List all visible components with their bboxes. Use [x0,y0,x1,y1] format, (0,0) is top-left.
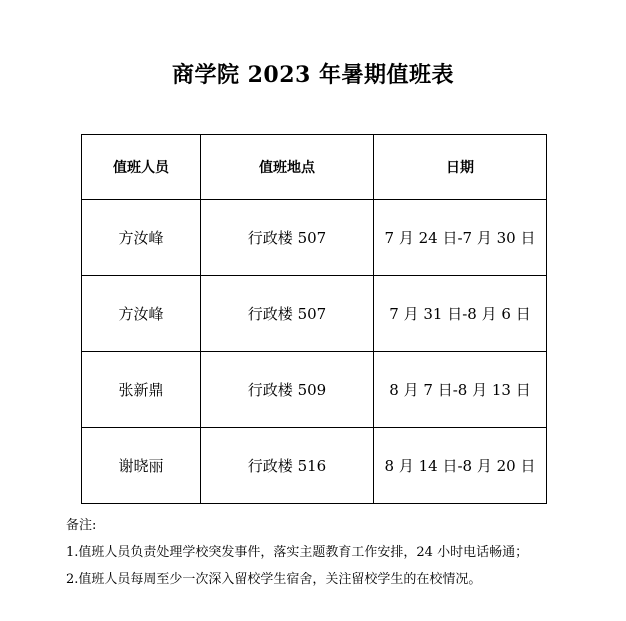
table-row [82,428,547,504]
cell-date: 7 月 24 日-7 月 30 日 [374,200,547,276]
header-location: 值班地点 [201,135,374,200]
cell-staff: 方汝峰 [82,200,201,276]
table-header-row [82,135,547,200]
cell-date: 8 月 14 日-8 月 20 日 [374,428,547,504]
cell-staff: 谢晓丽 [82,428,201,504]
duty-table [81,134,547,504]
cell-date: 7 月 31 日-8 月 6 日 [374,276,547,352]
notes-heading: 备注: [66,518,97,533]
cell-date: 8 月 7 日-8 月 13 日 [374,352,547,428]
note-item: 1.值班人员负责处理学校突发事件，落实主题教育工作安排，24 小时电话畅通； [66,545,529,560]
cell-location: 行政楼 507 [201,276,374,352]
header-staff: 值班人员 [82,135,201,200]
cell-staff: 方汝峰 [82,276,201,352]
page-title: 商学院 2023 年暑期值班表 [171,62,455,88]
cell-staff: 张新鼎 [82,352,201,428]
cell-location: 行政楼 516 [201,428,374,504]
header-date: 日期 [374,135,547,200]
table-row [82,200,547,276]
note-item: 2.值班人员每周至少一次深入留校学生宿舍，关注留校学生的在校情况。 [66,572,482,587]
notes-section [66,512,528,593]
cell-location: 行政楼 509 [201,352,374,428]
table-row [82,352,547,428]
table-row [82,276,547,352]
cell-location: 行政楼 507 [201,200,374,276]
